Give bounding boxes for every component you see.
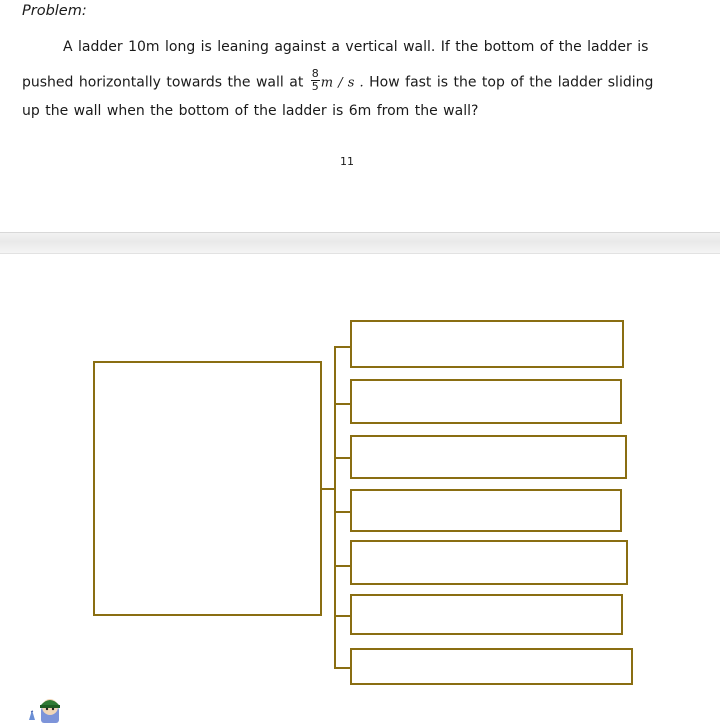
spine-connector: [334, 346, 336, 668]
mascot-icon: [26, 698, 66, 723]
branch-box-1[interactable]: [350, 320, 624, 368]
branch-box-3[interactable]: [350, 435, 627, 479]
problem-line-2: [22, 67, 654, 95]
fraction-numerator: 8: [311, 67, 319, 80]
branch-box-5[interactable]: [350, 540, 628, 585]
branch-box-6[interactable]: [350, 594, 623, 635]
fraction-denominator: 5: [311, 80, 319, 93]
speed-fraction: [311, 68, 320, 93]
problem-line-1: A ladder 10m long is leaning against a vertical wall. If the bottom of the ladder is: [63, 39, 649, 55]
problem-document: [0, 0, 720, 232]
problem-line-2-end: How fast is the top of the ladder sliding: [369, 74, 654, 91]
speed-unit: m / s .: [320, 75, 364, 91]
section-divider: [0, 232, 720, 254]
branch-box-2[interactable]: [350, 379, 622, 424]
main-box[interactable]: [93, 361, 322, 616]
problem-line-2-start: pushed horizontally towards the wall at: [22, 74, 304, 91]
problem-line-3: up the wall when the bottom of the ladder is 6m from the wall?: [22, 103, 479, 119]
branch-box-7[interactable]: [350, 648, 633, 685]
branch-box-4[interactable]: [350, 489, 622, 532]
page-number: 11: [340, 155, 354, 168]
problem-heading: Problem:: [22, 3, 87, 19]
tree-diagram: [0, 252, 720, 723]
